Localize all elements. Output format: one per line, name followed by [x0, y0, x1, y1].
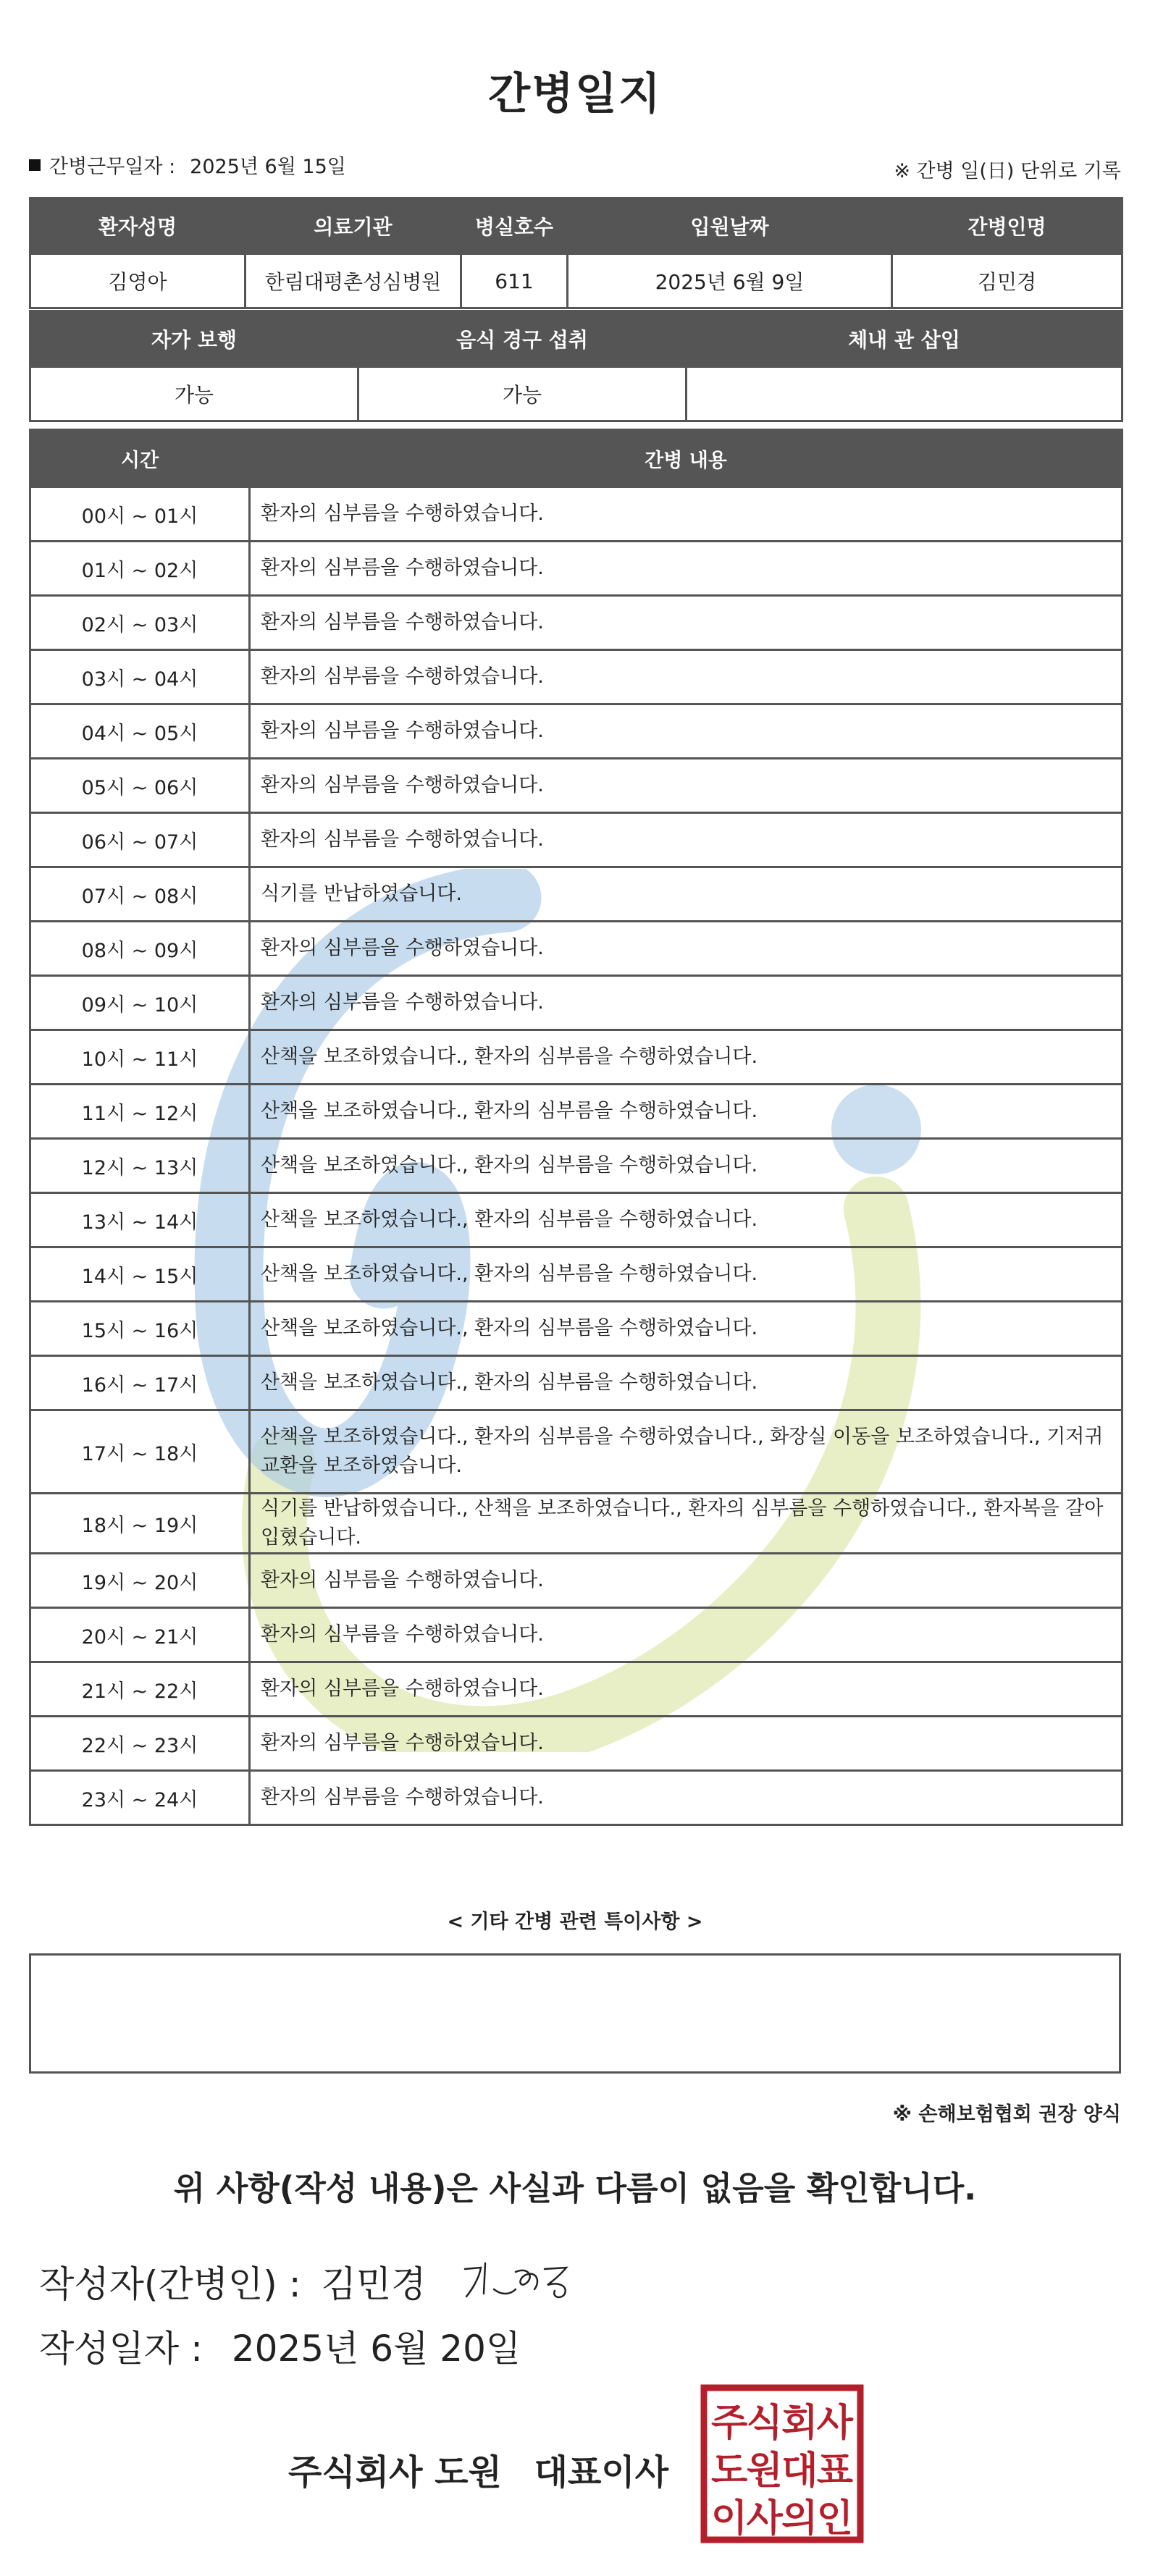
page-title: 간병일지	[488, 69, 662, 119]
care-content: 산책을 보조하였습니다., 환자의 심부름을 수행하였습니다.	[250, 1302, 1122, 1356]
written-date-label: 작성일자 :	[39, 2328, 203, 2370]
time-slot: 05시 ~ 06시	[30, 759, 250, 813]
writer-name: 김민경	[321, 2263, 427, 2305]
care-log-row	[30, 1608, 1122, 1662]
time-slot: 23시 ~ 24시	[30, 1771, 250, 1825]
work-date-label: 간병근무일자 :	[49, 156, 176, 178]
care-content: 산책을 보조하였습니다., 환자의 심부름을 수행하였습니다.	[250, 1139, 1122, 1193]
time-slot: 17시 ~ 18시	[30, 1410, 250, 1494]
time-slot: 04시 ~ 05시	[30, 704, 250, 759]
care-content: 환자의 심부름을 수행하였습니다.	[250, 759, 1122, 813]
care-content: 환자의 심부름을 수행하였습니다.	[250, 1608, 1122, 1662]
care-log-rows	[30, 487, 1122, 1825]
care-content: 환자의 심부름을 수행하였습니다.	[250, 487, 1122, 542]
care-log-row	[30, 487, 1122, 542]
care-content: 환자의 심부름을 수행하였습니다.	[250, 813, 1122, 867]
care-content-header: 간병 내용	[250, 430, 1122, 487]
time-slot: 13시 ~ 14시	[30, 1193, 250, 1247]
time-slot: 03시 ~ 04시	[30, 650, 250, 704]
care-log-row	[30, 759, 1122, 813]
care-content: 산책을 보조하였습니다., 환자의 심부름을 수행하였습니다., 화장실 이동을 보조하였습니다., 기저귀 교환을 보조하였습니다.	[250, 1410, 1122, 1494]
care-log-row	[30, 1193, 1122, 1247]
time-slot: 00시 ~ 01시	[30, 487, 250, 542]
time-slot: 16시 ~ 17시	[30, 1356, 250, 1410]
time-slot: 22시 ~ 23시	[30, 1717, 250, 1771]
care-log-table	[29, 429, 1123, 1826]
care-content: 산책을 보조하였습니다., 환자의 심부름을 수행하였습니다.	[250, 1356, 1122, 1410]
representative-title: 대표이사	[534, 2452, 669, 2493]
svg-text:이사의인: 이사의인	[711, 2497, 853, 2541]
patient-name: 김영아	[30, 254, 245, 308]
oral-intake-header: 음식 경구 섭취	[358, 311, 687, 367]
writer-label: 작성자(간병인) :	[39, 2263, 301, 2305]
time-slot: 14시 ~ 15시	[30, 1247, 250, 1302]
care-log-row	[30, 1771, 1122, 1825]
time-slot: 10시 ~ 11시	[30, 1030, 250, 1085]
care-content: 환자의 심부름을 수행하였습니다.	[250, 976, 1122, 1030]
care-log-row	[30, 704, 1122, 759]
care-content: 환자의 심부름을 수행하였습니다.	[250, 922, 1122, 976]
square-bullet-icon	[29, 159, 41, 171]
care-content: 산책을 보조하였습니다., 환자의 심부름을 수행하였습니다.	[250, 1247, 1122, 1302]
tube-insertion-header: 체내 관 삽입	[687, 311, 1122, 367]
care-content: 환자의 심부름을 수행하였습니다.	[250, 1554, 1122, 1608]
care-log-row	[30, 1554, 1122, 1608]
work-date-value: 2025년 6월 15일	[190, 156, 346, 178]
care-content: 식기를 반납하였습니다.	[250, 867, 1122, 922]
care-content: 환자의 심부름을 수행하였습니다.	[250, 596, 1122, 650]
self-walking-value: 가능	[30, 367, 358, 421]
patient-info-table	[29, 197, 1123, 309]
care-log-row	[30, 1302, 1122, 1356]
time-slot: 11시 ~ 12시	[30, 1085, 250, 1139]
notes-title: < 기타 간병 관련 특이사항 >	[447, 1911, 703, 1933]
svg-text:도원대표: 도원대표	[711, 2449, 853, 2493]
self-walking-header: 자가 보행	[30, 311, 358, 367]
caregiver-name: 김민경	[892, 254, 1122, 308]
ability-table	[29, 310, 1123, 422]
record-unit-note: ※ 간병 일(日) 단위로 기록	[894, 160, 1121, 182]
care-log-row	[30, 922, 1122, 976]
source-note: ※ 손해보험협회 권장 양식	[892, 2103, 1121, 2126]
admission-date: 2025년 6월 9일	[568, 254, 892, 308]
care-content: 산책을 보조하였습니다., 환자의 심부름을 수행하였습니다.	[250, 1193, 1122, 1247]
care-log-row	[30, 542, 1122, 596]
time-slot: 07시 ~ 08시	[30, 867, 250, 922]
time-slot: 01시 ~ 02시	[30, 542, 250, 596]
oral-intake-value: 가능	[358, 367, 687, 421]
time-slot: 18시 ~ 19시	[30, 1494, 250, 1554]
company-seal-stamp	[700, 2383, 865, 2544]
written-date-value: 2025년 6월 20일	[231, 2328, 521, 2370]
caregiver-name-header: 간병인명	[892, 198, 1122, 254]
patient-name-header: 환자성명	[30, 198, 245, 254]
care-log-row	[30, 1356, 1122, 1410]
care-log-row	[30, 650, 1122, 704]
care-log-row	[30, 1247, 1122, 1302]
care-log-row	[30, 596, 1122, 650]
care-log-row	[30, 1662, 1122, 1717]
room-number-header: 병실호수	[461, 198, 568, 254]
time-slot: 20시 ~ 21시	[30, 1608, 250, 1662]
room-number: 611	[461, 254, 568, 308]
time-header: 시간	[30, 430, 250, 487]
care-content: 환자의 심부름을 수행하였습니다.	[250, 1771, 1122, 1825]
time-slot: 15시 ~ 16시	[30, 1302, 250, 1356]
handwritten-signature	[459, 2253, 582, 2310]
hospital-name: 한림대평촌성심병원	[245, 254, 461, 308]
care-content: 환자의 심부름을 수행하였습니다.	[250, 1662, 1122, 1717]
care-log-row	[30, 1030, 1122, 1085]
care-content: 환자의 심부름을 수행하였습니다.	[250, 704, 1122, 759]
care-log-row	[30, 1717, 1122, 1771]
care-log-row	[30, 976, 1122, 1030]
writer-row	[39, 2253, 582, 2310]
care-content: 환자의 심부름을 수행하였습니다.	[250, 542, 1122, 596]
care-content: 환자의 심부름을 수행하였습니다.	[250, 650, 1122, 704]
care-log-row	[30, 1494, 1122, 1554]
care-content: 산책을 보조하였습니다., 환자의 심부름을 수행하였습니다.	[250, 1085, 1122, 1139]
time-slot: 19시 ~ 20시	[30, 1554, 250, 1608]
time-slot: 12시 ~ 13시	[30, 1139, 250, 1193]
care-log-row	[30, 1139, 1122, 1193]
admission-date-header: 입원날짜	[568, 198, 892, 254]
meta-row	[29, 151, 1121, 182]
care-log-row	[30, 867, 1122, 922]
time-slot: 08시 ~ 09시	[30, 922, 250, 976]
tube-insertion-value	[687, 367, 1122, 421]
company-name: 주식회사 도원	[288, 2452, 502, 2493]
time-slot: 09시 ~ 10시	[30, 976, 250, 1030]
written-date-row	[39, 2320, 521, 2372]
confirmation-statement: 위 사항(작성 내용)은 사실과 다름이 없음을 확인합니다.	[173, 2169, 977, 2207]
care-log-row	[30, 1085, 1122, 1139]
care-content: 식기를 반납하였습니다., 산책을 보조하였습니다., 환자의 심부름을 수행하였습니다., 환자복을 갈아입혔습니다.	[250, 1494, 1122, 1554]
time-slot: 02시 ~ 03시	[30, 596, 250, 650]
care-log-row	[30, 813, 1122, 867]
svg-text:주식회사: 주식회사	[711, 2402, 853, 2445]
care-content: 환자의 심부름을 수행하였습니다.	[250, 1717, 1122, 1771]
notes-box	[29, 1953, 1121, 2074]
time-slot: 06시 ~ 07시	[30, 813, 250, 867]
hospital-header: 의료기관	[245, 198, 461, 254]
care-log-row	[30, 1410, 1122, 1494]
time-slot: 21시 ~ 22시	[30, 1662, 250, 1717]
company-signature	[288, 2444, 668, 2494]
care-content: 산책을 보조하였습니다., 환자의 심부름을 수행하였습니다.	[250, 1030, 1122, 1085]
